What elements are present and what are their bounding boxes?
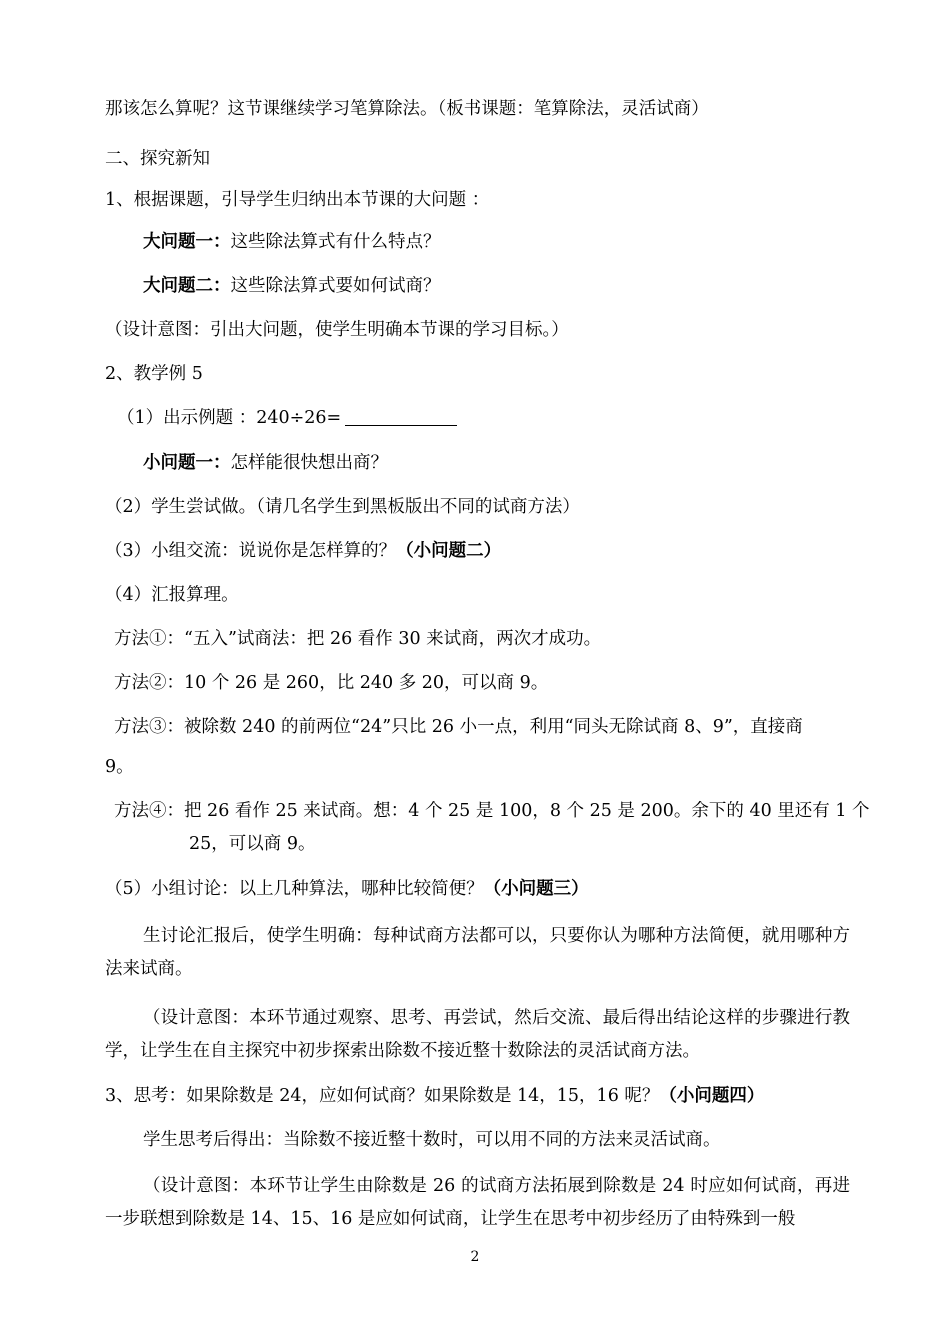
step-2-4-line: （4）汇报算理。: [105, 585, 239, 605]
page-number: 2: [470, 1249, 480, 1265]
method-3-line-1: 方法③：被除数 240 的前两位“24”只比 26 小一点，利用“同头无除试商 8、9”，直接商: [114, 717, 803, 737]
design-intent-3: （设计意图：本环节让学生由除数是 26 的试商方法拓展到除数是 24 时应如何试商，再进一步联想到除数是 14、15、16 是应如何试商，让学生在思考中初步经历了由特殊到一般: [105, 1176, 850, 1229]
intro-line: 那该怎么算呢？这节课继续学习笔算除法。（板书课题：笔算除法，灵活试商）: [105, 99, 709, 119]
small-question-3-label: （小问题三）: [483, 879, 589, 899]
method-4-line-2: 25，可以商 9。: [189, 834, 316, 854]
step-1-line: 1、根据课题，引导学生归纳出本节课的大问题 ：: [105, 190, 490, 210]
conclusion-line: 学生思考后得出：当除数不接近整十数时，可以用不同的方法来灵活试商。: [143, 1130, 721, 1150]
small-question-1-text: 怎样能很快想出商？: [230, 453, 388, 473]
step-2-2-line: （2）学生尝试做。（请几名学生到黑板版出不同的试商方法）: [105, 497, 580, 517]
big-question-1-text: 这些除法算式有什么特点？: [230, 232, 441, 252]
small-question-1-label: 小问题一：: [143, 453, 231, 473]
design-intent-1: （设计意图：引出大问题，使学生明确本节课的学习目标。）: [105, 320, 569, 340]
big-question-2-label: 大问题二：: [143, 276, 231, 296]
step-2-3-text: （3）小组交流：说说你是怎样算的？: [105, 541, 397, 561]
method-4-line-1: 方法④：把 26 看作 25 来试商。想：4 个 25 是 100，8 个 25 是 200。余下的 40 里还有 1 个: [114, 801, 870, 821]
step-2-5-line: [105, 877, 589, 901]
section-heading: 二、探究新知: [105, 149, 210, 169]
big-question-1-label: 大问题一：: [143, 232, 231, 252]
big-question-2: [143, 274, 441, 298]
big-question-1: [143, 230, 441, 254]
method-1: 方法①：“五入”试商法：把 26 看作 30 来试商，两次才成功。: [114, 629, 602, 649]
discussion-paragraph: 生讨论汇报后，使学生明确：每种试商方法都可以，只要你认为哪种方法简便，就用哪种方法来试商。: [105, 926, 850, 979]
method-2: 方法②：10 个 26 是 260，比 240 多 20，可以商 9。: [114, 673, 549, 693]
method-3-line-2: 9。: [105, 757, 134, 777]
step-2-5-text: （5）小组讨论：以上几种算法，哪种比较简便？: [105, 879, 484, 899]
example-text: （1）出示例题 ：240÷26=: [117, 408, 342, 428]
big-question-2-text: 这些除法算式要如何试商？: [230, 276, 441, 296]
design-intent-2: （设计意图：本环节通过观察、思考、再尝试，然后交流、最后得出结论这样的步骤进行教学，让学生在自主探究中初步探索出除数不接近整十数除法的灵活试商方法。: [105, 1008, 850, 1061]
small-question-4-label: （小问题四）: [659, 1086, 765, 1106]
step-2-line: 2、教学例 5: [105, 364, 203, 384]
step-3-text: 3、思考：如果除数是 24，应如何试商？如果除数是 14，15，16 呢？: [105, 1086, 660, 1106]
answer-blank: [345, 409, 457, 426]
step-3-line: [105, 1084, 764, 1108]
step-2-3-line: [105, 539, 501, 563]
small-question-1: [143, 451, 388, 475]
small-question-2-label: （小问题二）: [396, 541, 502, 561]
example-line: [117, 406, 457, 430]
